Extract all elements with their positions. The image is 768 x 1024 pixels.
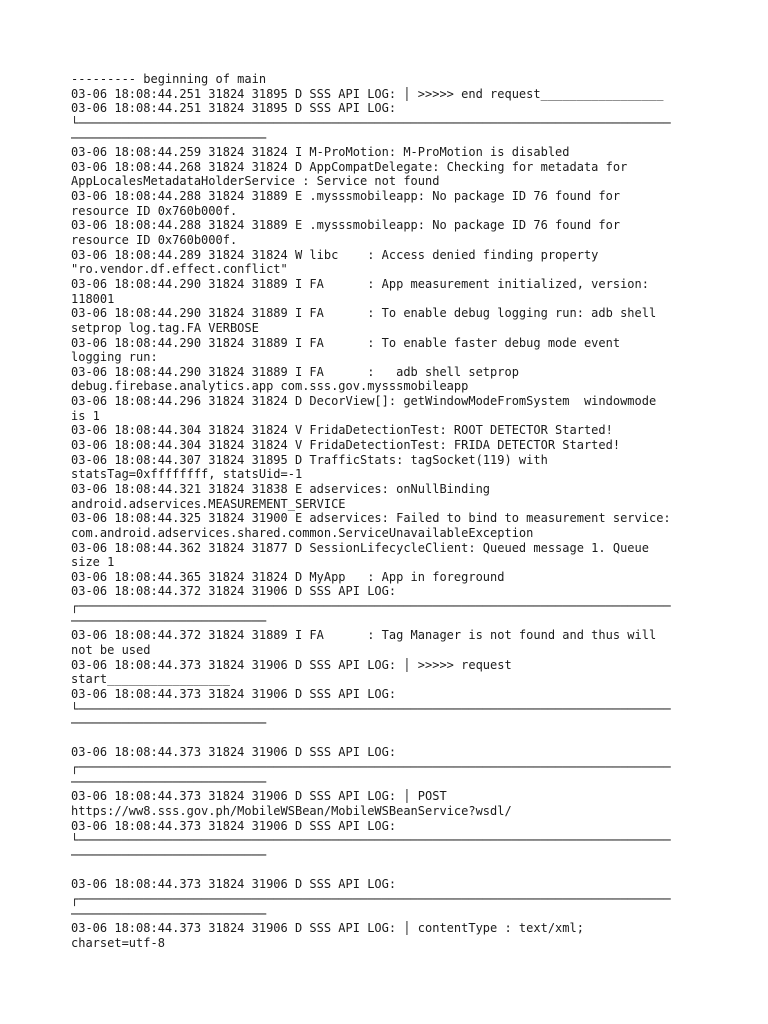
log-divider: ┌────────────────────────────────────────────────────────────────────────────────── bbox=[71, 599, 671, 614]
log-line: 03-06 18:08:44.372 31824 31889 I FA : Tag Manager is not found and thus will bbox=[71, 628, 657, 643]
log-line: 03-06 18:08:44.321 31824 31838 E adservices: onNullBinding bbox=[71, 481, 491, 496]
log-output bbox=[71, 72, 701, 950]
log-divider: └────────────────────────────────────────────────────────────────────────────────── bbox=[71, 115, 671, 130]
log-line: 03-06 18:08:44.289 31824 31824 W libc : Access denied finding property bbox=[71, 247, 599, 262]
log-line: setprop log.tag.FA VERBOSE bbox=[71, 320, 259, 335]
log-line: 03-06 18:08:44.373 31824 31906 D SSS API LOG: │ >>>>> request bbox=[71, 657, 512, 672]
log-line: 03-06 18:08:44.304 31824 31824 V FridaDetectionTest: FRIDA DETECTOR Started! bbox=[71, 438, 621, 453]
log-divider: ─────────────────────────── bbox=[71, 906, 267, 921]
log-divider: └────────────────────────────────────────────────────────────────────────────────── bbox=[71, 701, 671, 716]
log-divider: ─────────────────────────── bbox=[71, 130, 267, 145]
log-divider: ─────────────────────────── bbox=[71, 774, 267, 789]
log-line: 118001 bbox=[71, 291, 115, 306]
log-line: statsTag=0xffffffff, statsUid=-1 bbox=[71, 467, 303, 482]
log-line: com.android.adservices.shared.common.ServiceUnavailableException bbox=[71, 525, 534, 540]
log-line: 03-06 18:08:44.373 31824 31906 D SSS API LOG: │ POST bbox=[71, 789, 447, 804]
log-line: 03-06 18:08:44.259 31824 31824 I M-ProMotion: M-ProMotion is disabled bbox=[71, 145, 570, 160]
log-divider: ─────────────────────────── bbox=[71, 716, 267, 731]
log-line: 03-06 18:08:44.288 31824 31889 E .mysssmobileapp: No package ID 76 found for bbox=[71, 189, 621, 204]
log-line: https://ww8.sss.gov.ph/MobileWSBean/MobileWSBeanService?wsdl/ bbox=[71, 804, 512, 819]
log-line: 03-06 18:08:44.373 31824 31906 D SSS API LOG: bbox=[71, 877, 397, 892]
log-line: 03-06 18:08:44.268 31824 31824 D AppCompatDelegate: Checking for metadata for bbox=[71, 159, 628, 174]
log-divider: ┌────────────────────────────────────────────────────────────────────────────────── bbox=[71, 891, 671, 906]
log-line: AppLocalesMetadataHolderService : Service not found bbox=[71, 174, 440, 189]
log-line: 03-06 18:08:44.373 31824 31906 D SSS API LOG: bbox=[71, 686, 397, 701]
log-line: 03-06 18:08:44.372 31824 31906 D SSS API LOG: bbox=[71, 584, 397, 599]
log-line: 03-06 18:08:44.251 31824 31895 D SSS API LOG: bbox=[71, 101, 397, 116]
log-line: debug.firebase.analytics.app com.sss.gov.mysssmobileapp bbox=[71, 379, 469, 394]
log-line: 03-06 18:08:44.362 31824 31877 D SessionLifecycleClient: Queued message 1. Queue bbox=[71, 540, 649, 555]
log-line: 03-06 18:08:44.373 31824 31906 D SSS API LOG: bbox=[71, 818, 397, 833]
log-divider: ┌────────────────────────────────────────────────────────────────────────────────── bbox=[71, 760, 671, 775]
log-line: start_________________ bbox=[71, 672, 230, 687]
log-line: charset=utf-8 bbox=[71, 935, 165, 950]
log-blank-line bbox=[71, 863, 701, 878]
log-line: 03-06 18:08:44.307 31824 31895 D TrafficStats: tagSocket(119) with bbox=[71, 452, 548, 467]
log-divider: ─────────────────────────── bbox=[71, 847, 267, 862]
log-line: 03-06 18:08:44.365 31824 31824 D MyApp : App in foreground bbox=[71, 569, 505, 584]
log-line: size 1 bbox=[71, 555, 115, 570]
log-line: 03-06 18:08:44.251 31824 31895 D SSS API LOG: │ >>>>> end request_________________ bbox=[71, 86, 664, 101]
log-line: 03-06 18:08:44.373 31824 31906 D SSS API LOG: │ contentType : text/xml; bbox=[71, 921, 584, 936]
log-line: 03-06 18:08:44.290 31824 31889 I FA : To enable faster debug mode event bbox=[71, 335, 621, 350]
log-line: --------- beginning of main bbox=[71, 72, 267, 86]
log-line: 03-06 18:08:44.325 31824 31900 E adservices: Failed to bind to measurement service: bbox=[71, 511, 671, 526]
log-divider: ─────────────────────────── bbox=[71, 613, 267, 628]
log-line: resource ID 0x760b000f. bbox=[71, 203, 238, 218]
log-line: is 1 bbox=[71, 408, 100, 423]
log-line: 03-06 18:08:44.304 31824 31824 V FridaDetectionTest: ROOT DETECTOR Started! bbox=[71, 423, 613, 438]
log-line: 03-06 18:08:44.290 31824 31889 I FA : To enable debug logging run: adb shell bbox=[71, 306, 657, 321]
log-line: logging run: bbox=[71, 350, 158, 365]
log-blank-line bbox=[71, 731, 701, 746]
log-line: "ro.vendor.df.effect.conflict" bbox=[71, 262, 288, 277]
log-divider: └────────────────────────────────────────────────────────────────────────────────── bbox=[71, 833, 671, 848]
log-line: 03-06 18:08:44.290 31824 31889 I FA : adb shell setprop bbox=[71, 364, 519, 379]
log-line: 03-06 18:08:44.373 31824 31906 D SSS API LOG: bbox=[71, 745, 397, 760]
log-line: 03-06 18:08:44.296 31824 31824 D DecorView[]: getWindowModeFromSystem windowmode bbox=[71, 394, 657, 409]
log-line: not be used bbox=[71, 642, 151, 657]
log-line: 03-06 18:08:44.288 31824 31889 E .mysssmobileapp: No package ID 76 found for bbox=[71, 218, 621, 233]
log-line: android.adservices.MEASUREMENT_SERVICE bbox=[71, 496, 346, 511]
log-line: resource ID 0x760b000f. bbox=[71, 233, 238, 248]
log-line: 03-06 18:08:44.290 31824 31889 I FA : App measurement initialized, version: bbox=[71, 276, 649, 291]
